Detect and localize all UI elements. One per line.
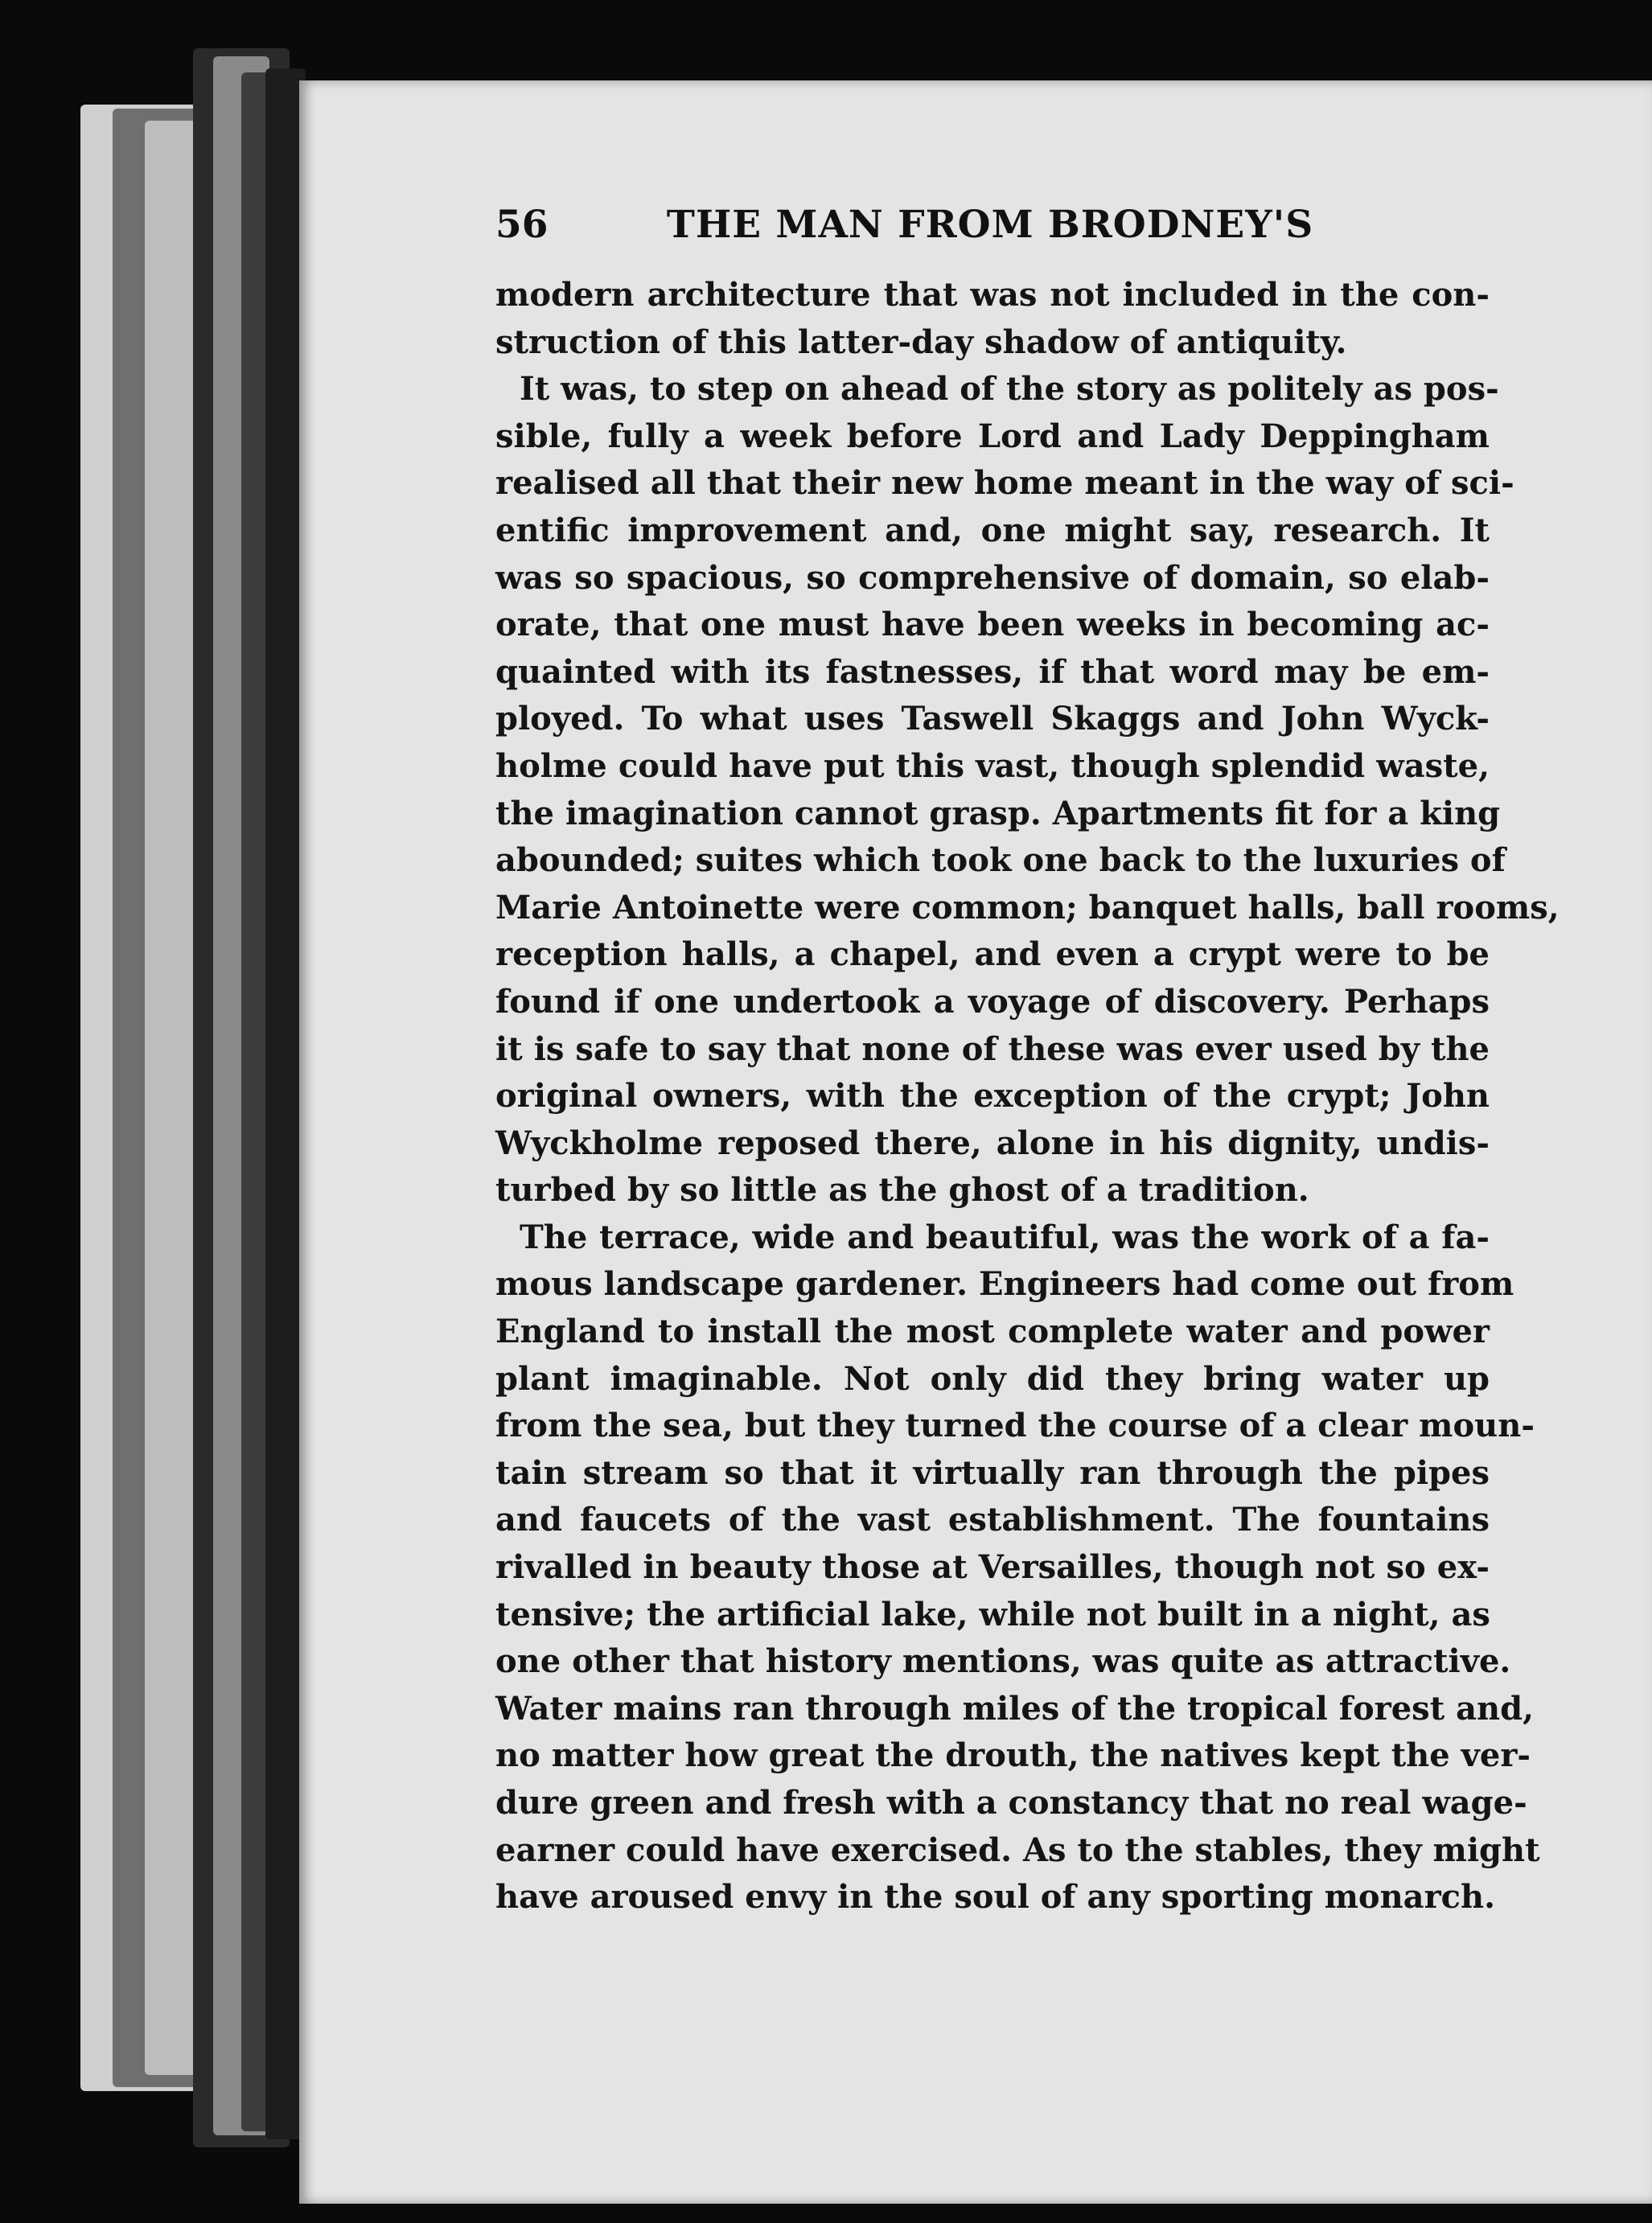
- paragraph: [495, 1214, 1540, 1921]
- paragraph: [495, 272, 1490, 366]
- text-line: mous landscape gardener. Engineers had come out from: [495, 1265, 1514, 1304]
- text-line: struction of this latter-day shadow of antiquity.: [495, 323, 1347, 361]
- book-page: [299, 80, 1652, 2204]
- text-line: found if one undertook a voyage of discovery. Perhaps: [495, 982, 1490, 1021]
- text-line: Water mains ran through miles of the tropical forest and,: [495, 1689, 1534, 1728]
- text-line: original owners, with the exception of the crypt; John: [495, 1077, 1490, 1116]
- text-line: quainted with its fastnesses, if that word may be em-: [495, 652, 1490, 691]
- text-line: have aroused envy in the soul of any sporting monarch.: [495, 1878, 1496, 1917]
- text-line: Marie Antoinette were common; banquet halls, ball rooms,: [495, 888, 1560, 927]
- text-line: rivalled in beauty those at Versailles, though not so ex-: [495, 1548, 1490, 1587]
- text-line: plant imaginable. Not only did they bring water up: [495, 1359, 1490, 1398]
- text-line: Wyckholme reposed there, alone in his dignity, undis-: [495, 1124, 1490, 1162]
- text-line: The terrace, wide and beautiful, was the work of a fa-: [520, 1218, 1490, 1256]
- running-title: THE MAN FROM BRODNEY'S: [666, 203, 1314, 247]
- page-header: [495, 203, 1485, 267]
- text-line: abounded; suites which took one back to the luxuries of: [495, 841, 1506, 880]
- text-line: reception halls, a chapel, and even a crypt were to be: [495, 935, 1490, 974]
- text-line: realised all that their new home meant in the way of sci-: [495, 464, 1514, 503]
- text-line: modern architecture that was not included in the con-: [495, 276, 1490, 314]
- text-line: earner could have exercised. As to the stables, they might: [495, 1831, 1540, 1869]
- body-text: [495, 272, 1560, 1921]
- text-line: the imagination cannot grasp. Apartments fit for a king: [495, 794, 1501, 832]
- text-line: it is safe to say that none of these was ever used by the: [495, 1029, 1490, 1068]
- text-line: ployed. To what uses Taswell Skaggs and John Wyck-: [495, 700, 1490, 738]
- paragraph: [495, 366, 1560, 1214]
- text-line: It was, to step on ahead of the story as politely as pos-: [520, 370, 1499, 409]
- text-line: holme could have put this vast, though splendid waste,: [495, 746, 1490, 785]
- text-line: one other that history mentions, was quite as attractive.: [495, 1642, 1511, 1681]
- text-line: from the sea, but they turned the course of a clear moun-: [495, 1407, 1535, 1445]
- text-line: sible, fully a week before Lord and Lady Deppingham: [495, 417, 1490, 455]
- text-line: dure green and fresh with a constancy that no real wage-: [495, 1784, 1527, 1822]
- text-line: tensive; the artificial lake, while not built in a night, as: [495, 1595, 1490, 1633]
- text-line: and faucets of the vast establishment. The fountains: [495, 1501, 1490, 1539]
- text-line: orate, that one must have been weeks in becoming ac-: [495, 606, 1490, 644]
- text-line: tain stream so that it virtually ran through the pipes: [495, 1453, 1490, 1492]
- text-line: turbed by so little as the ghost of a tradition.: [495, 1171, 1309, 1210]
- text-line: entific improvement and, one might say, research. It: [495, 511, 1490, 549]
- text-line: England to install the most complete water and power: [495, 1313, 1490, 1351]
- page-number: 56: [495, 203, 549, 247]
- text-line: no matter how great the drouth, the natives kept the ver-: [495, 1736, 1531, 1775]
- text-line: was so spacious, so comprehensive of domain, so elab-: [495, 558, 1490, 597]
